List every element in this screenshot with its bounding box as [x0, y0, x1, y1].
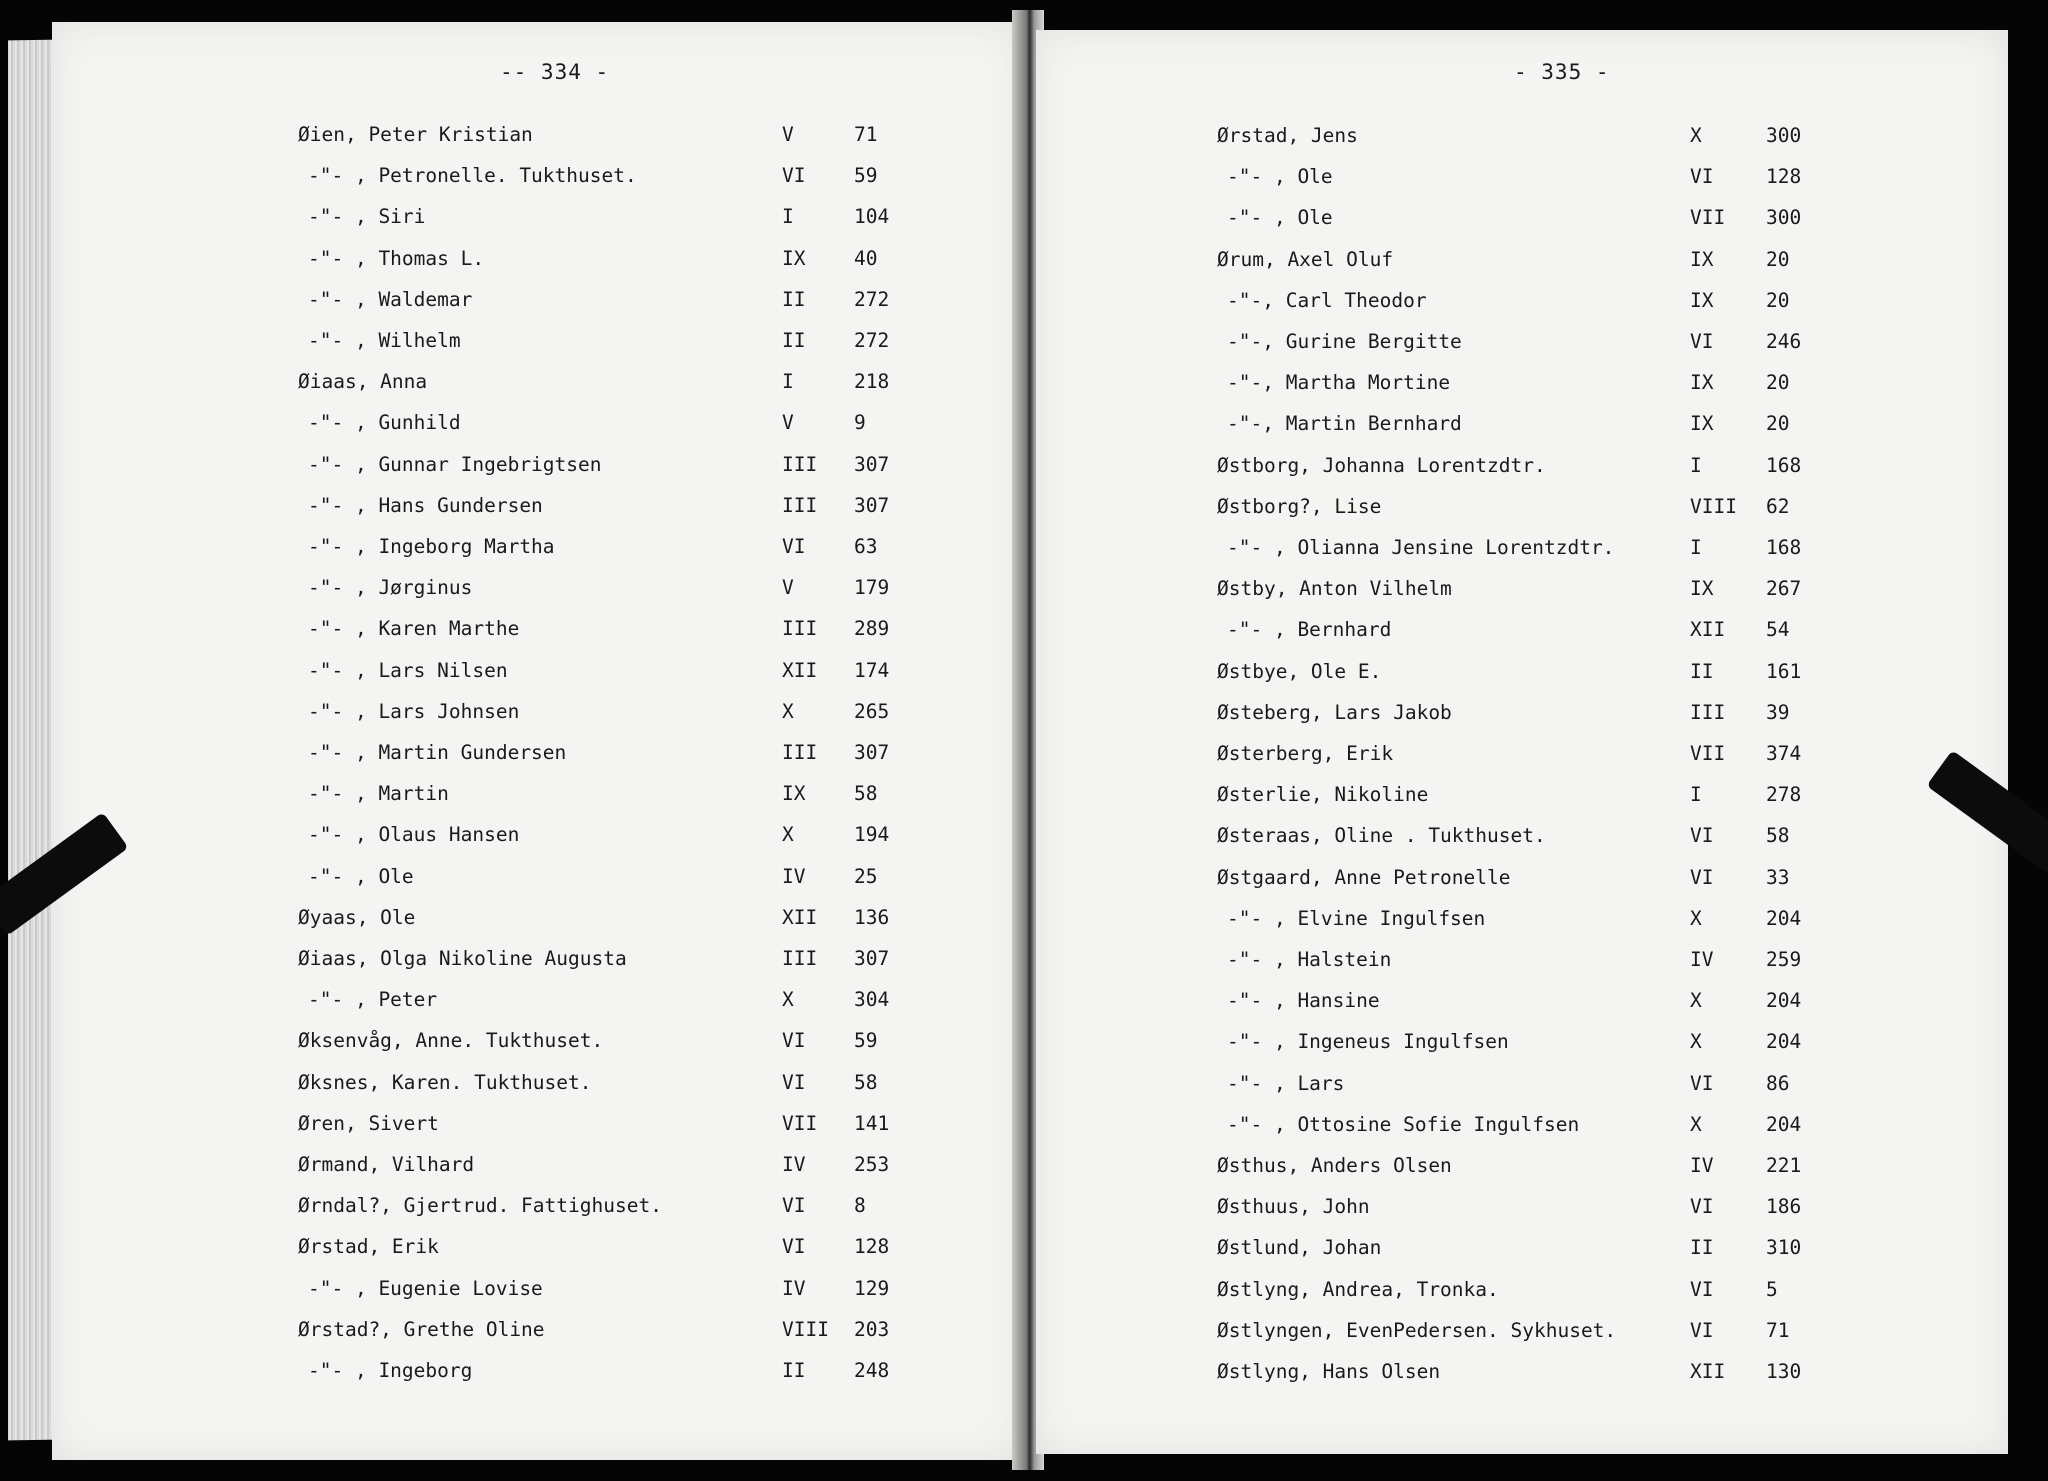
entry-name: Østhus, Anders Olsen	[1217, 1154, 1452, 1177]
entry-volume: X	[1690, 906, 1702, 930]
index-entry	[1036, 203, 2008, 233]
index-entry	[52, 161, 1020, 191]
entry-name: Østby, Anton Vilhelm	[1217, 577, 1452, 601]
entry-name: -"- , Ingeborg Martha	[308, 535, 555, 558]
entry-page: 20	[1766, 288, 1790, 312]
entry-page: 218	[854, 370, 890, 394]
entry-name: Ørum, Axel Oluf	[1217, 247, 1394, 271]
index-entry	[52, 614, 1020, 644]
entry-volume: V	[782, 576, 794, 600]
entry-volume: I	[1690, 453, 1702, 477]
entry-volume: IV	[1690, 1154, 1714, 1177]
entry-volume: IX	[1690, 412, 1714, 436]
entry-page: 186	[1766, 1195, 1802, 1219]
index-entry	[1036, 533, 2008, 563]
index-entry	[1036, 698, 2008, 728]
entry-volume: I	[1690, 536, 1702, 559]
entry-page: 25	[854, 864, 878, 888]
index-entry	[1036, 986, 2008, 1016]
entry-page: 307	[854, 452, 890, 476]
entry-volume: II	[782, 287, 806, 311]
index-entry	[52, 1150, 1020, 1180]
entry-name: -"- , Gunnar Ingebrigtsen	[308, 452, 602, 476]
entry-volume: X	[782, 988, 794, 1012]
entry-name: -"- , Waldemar	[308, 287, 473, 311]
entry-page: 204	[1766, 906, 1802, 930]
entry-volume: I	[782, 370, 794, 394]
entry-name: -"- , Martin Gundersen	[308, 741, 567, 764]
entry-page: 265	[854, 699, 890, 723]
right-page	[1036, 30, 2008, 1454]
entry-name: Østborg?, Lise	[1217, 494, 1382, 518]
entry-volume: VI	[1690, 1195, 1714, 1219]
index-entry	[1036, 945, 2008, 975]
entry-page: 20	[1766, 371, 1790, 395]
entry-volume: II	[1690, 1236, 1714, 1260]
entry-name: -"- , Ole	[1227, 165, 1333, 189]
index-entry	[52, 120, 1020, 150]
entry-volume: IX	[1690, 288, 1714, 312]
page-number-left: -- 334 -	[500, 60, 610, 84]
entry-page: 9	[854, 411, 866, 435]
index-entry	[1036, 904, 2008, 934]
entry-volume: III	[1690, 700, 1726, 724]
index-entry	[52, 450, 1020, 480]
entry-page: 289	[854, 617, 890, 641]
entry-name: Østlyngen, EvenPedersen. Sykhuset.	[1217, 1318, 1617, 1342]
entry-volume: XII	[1690, 618, 1726, 642]
entry-volume: III	[782, 452, 818, 476]
entry-page: 128	[854, 1235, 890, 1259]
entry-page: 246	[1766, 330, 1802, 353]
index-entry	[52, 408, 1020, 438]
entry-page: 259	[1766, 948, 1802, 971]
index-entry	[52, 367, 1020, 397]
entry-page: 128	[1766, 165, 1802, 189]
entry-page: 141	[854, 1111, 890, 1135]
index-entry	[1036, 1110, 2008, 1140]
index-entry	[1036, 286, 2008, 316]
entry-name: -"- , Gunhild	[308, 411, 461, 435]
entry-volume: IX	[782, 782, 806, 806]
index-entry	[1036, 492, 2008, 522]
entry-page: 136	[854, 905, 890, 929]
index-entry	[1036, 245, 2008, 275]
entry-volume: I	[782, 205, 794, 229]
index-entry	[1036, 327, 2008, 357]
index-entry	[52, 1232, 1020, 1262]
index-entry	[1036, 1357, 2008, 1387]
index-entry	[52, 656, 1020, 686]
entry-page: 278	[1766, 783, 1802, 807]
index-entry	[52, 285, 1020, 315]
entry-name: -"- , Ingeborg	[308, 1359, 473, 1382]
entry-volume: IV	[1690, 948, 1714, 971]
entry-page: 221	[1766, 1154, 1802, 1177]
entry-volume: XII	[782, 905, 818, 929]
entry-volume: VI	[1690, 330, 1714, 353]
index-entry	[52, 944, 1020, 974]
index-entry	[52, 202, 1020, 232]
entry-volume: VIII	[1690, 494, 1737, 518]
entry-volume: X	[1690, 1112, 1702, 1136]
entry-name: -"- , Ole	[1227, 206, 1333, 230]
entry-name: Øksenvåg, Anne. Tukthuset.	[298, 1029, 604, 1053]
entry-volume: XII	[1690, 1360, 1726, 1383]
entry-name: Østeraas, Oline . Tukthuset.	[1217, 824, 1546, 848]
entry-volume: IV	[782, 1153, 806, 1176]
index-entry	[1036, 739, 2008, 769]
entry-name: Østhuus, John	[1217, 1195, 1370, 1219]
entry-name: -"- , Lars	[1227, 1071, 1345, 1095]
entry-page: 130	[1766, 1360, 1802, 1383]
entry-page: 307	[854, 947, 890, 970]
entry-name: Ørstad?, Grethe Oline	[298, 1317, 545, 1341]
entry-volume: X	[782, 699, 794, 723]
entry-page: 168	[1766, 536, 1802, 559]
entry-page: 300	[1766, 206, 1802, 230]
index-entry	[52, 244, 1020, 274]
entry-page: 204	[1766, 1112, 1802, 1136]
index-entry	[52, 1274, 1020, 1304]
entry-volume: VI	[1690, 1071, 1714, 1095]
entry-page: 8	[854, 1194, 866, 1218]
page-number-right: - 335 -	[1514, 60, 1610, 84]
entry-name: Østborg, Johanna Lorentzdtr.	[1217, 453, 1546, 477]
entry-name: Østerberg, Erik	[1217, 742, 1394, 765]
index-entry	[1036, 657, 2008, 687]
entry-volume: IX	[1690, 247, 1714, 271]
entry-name: -"- , Martin	[308, 782, 449, 806]
index-entry	[1036, 1233, 2008, 1263]
entry-name: Østgaard, Anne Petronelle	[1217, 865, 1511, 889]
index-entry	[52, 1315, 1020, 1345]
index-entry	[52, 985, 1020, 1015]
entry-page: 129	[854, 1276, 890, 1300]
entry-volume: VII	[1690, 742, 1726, 765]
entry-volume: VI	[1690, 865, 1714, 889]
entry-volume: X	[1690, 989, 1702, 1013]
entry-page: 62	[1766, 494, 1790, 518]
index-entry	[1036, 121, 2008, 151]
entry-name: -"- , Jørginus	[308, 576, 473, 600]
entry-page: 310	[1766, 1236, 1802, 1260]
entry-volume: X	[1690, 124, 1702, 147]
entry-page: 248	[854, 1359, 890, 1382]
entry-name: Ørndal?, Gjertrud. Fattighuset.	[298, 1194, 662, 1218]
entry-page: 20	[1766, 412, 1790, 436]
entry-page: 58	[1766, 824, 1790, 848]
entry-volume: V	[782, 411, 794, 435]
entry-page: 71	[1766, 1318, 1790, 1342]
entry-name: -"- , Olaus Hansen	[308, 823, 520, 847]
page-edges	[8, 40, 58, 1441]
entry-page: 63	[854, 535, 878, 558]
entry-page: 179	[854, 576, 890, 600]
entry-page: 5	[1766, 1277, 1778, 1301]
entry-page: 40	[854, 246, 878, 270]
entry-page: 203	[854, 1317, 890, 1341]
entry-name: Øiaas, Olga Nikoline Augusta	[298, 947, 627, 970]
entry-volume: X	[1690, 1030, 1702, 1054]
entry-volume: XII	[782, 658, 818, 682]
entry-name: -"- , Ole	[308, 864, 414, 888]
entry-page: 300	[1766, 124, 1802, 147]
entry-volume: II	[782, 1359, 806, 1382]
entry-page: 307	[854, 493, 890, 517]
entry-page: 374	[1766, 742, 1802, 765]
entry-page: 58	[854, 1070, 878, 1094]
entry-name: -"- , Petronelle. Tukthuset.	[308, 164, 637, 188]
entry-name: Øien, Peter Kristian	[298, 123, 533, 146]
entry-name: -"- , Halstein	[1227, 948, 1392, 971]
entry-page: 54	[1766, 618, 1790, 642]
index-entry	[52, 1068, 1020, 1098]
entry-name: -"- , Karen Marthe	[308, 617, 520, 641]
entry-page: 204	[1766, 989, 1802, 1013]
entry-volume: VI	[782, 164, 806, 188]
index-entry	[1036, 1275, 2008, 1305]
entry-volume: VI	[782, 1070, 806, 1094]
index-entry	[1036, 821, 2008, 851]
entry-volume: II	[1690, 659, 1714, 683]
entry-volume: IV	[782, 864, 806, 888]
entry-name: Ørstad, Jens	[1217, 124, 1358, 147]
entry-volume: I	[1690, 783, 1702, 807]
entry-page: 307	[854, 741, 890, 764]
entry-page: 174	[854, 658, 890, 682]
index-entry	[52, 738, 1020, 768]
entry-volume: VI	[782, 535, 806, 558]
entry-volume: III	[782, 741, 818, 764]
entry-name: Øksnes, Karen. Tukthuset.	[298, 1070, 592, 1094]
entry-volume: IX	[782, 246, 806, 270]
entry-volume: IV	[782, 1276, 806, 1300]
entry-name: -"- , Eugenie Lovise	[308, 1276, 543, 1300]
index-entry	[1036, 615, 2008, 645]
entry-page: 168	[1766, 453, 1802, 477]
entry-page: 253	[854, 1153, 890, 1176]
entry-volume: II	[782, 329, 806, 352]
entry-name: Øyaas, Ole	[298, 905, 416, 929]
entry-name: -"- , Olianna Jensine Lorentzdtr.	[1227, 536, 1615, 559]
index-entry	[52, 820, 1020, 850]
index-entry	[1036, 780, 2008, 810]
entry-name: -"- , Hans Gundersen	[308, 493, 543, 517]
left-page	[52, 22, 1020, 1460]
entry-name: Ørmand, Vilhard	[298, 1153, 475, 1176]
entry-name: Østlund, Johan	[1217, 1236, 1382, 1260]
entry-name: -"- , Wilhelm	[308, 329, 461, 352]
entry-page: 59	[854, 1029, 878, 1053]
entry-name: Østlyng, Hans Olsen	[1217, 1360, 1441, 1383]
index-entry	[52, 1109, 1020, 1139]
entry-volume: V	[782, 123, 794, 146]
entry-page: 267	[1766, 577, 1802, 601]
index-entry	[1036, 1192, 2008, 1222]
entry-name: -"- , Elvine Ingulfsen	[1227, 906, 1486, 930]
entry-name: -"- , Lars Nilsen	[308, 658, 508, 682]
index-entry	[52, 532, 1020, 562]
index-entry	[1036, 1151, 2008, 1181]
entry-name: -"- , Peter	[308, 988, 438, 1012]
index-entry	[1036, 162, 2008, 192]
entry-name: Ørstad, Erik	[298, 1235, 439, 1259]
entry-page: 58	[854, 782, 878, 806]
entry-name: -"- , Siri	[308, 205, 426, 229]
entry-volume: VI	[1690, 1277, 1714, 1301]
entry-name: -"-, Martin Bernhard	[1227, 412, 1462, 436]
entry-page: 304	[854, 988, 890, 1012]
entry-name: -"- , Thomas L.	[308, 246, 485, 270]
entry-page: 71	[854, 123, 878, 146]
right-entry-list	[1036, 30, 2008, 1454]
entry-page: 20	[1766, 247, 1790, 271]
index-entry	[1036, 368, 2008, 398]
index-entry	[1036, 1316, 2008, 1346]
index-entry	[1036, 409, 2008, 439]
index-entry	[1036, 863, 2008, 893]
entry-volume: III	[782, 947, 818, 970]
entry-name: Øren, Sivert	[298, 1111, 439, 1135]
entry-volume: VI	[782, 1029, 806, 1053]
entry-volume: VII	[782, 1111, 818, 1135]
entry-volume: VI	[1690, 165, 1714, 189]
index-entry	[1036, 1027, 2008, 1057]
index-entry	[52, 573, 1020, 603]
index-entry	[1036, 574, 2008, 604]
index-entry	[1036, 1069, 2008, 1099]
index-entry	[52, 1191, 1020, 1221]
entry-name: -"- , Ottosine Sofie Ingulfsen	[1227, 1112, 1580, 1136]
entry-page: 272	[854, 287, 890, 311]
entry-volume: VI	[1690, 824, 1714, 848]
entry-page: 194	[854, 823, 890, 847]
index-entry	[52, 1026, 1020, 1056]
entry-page: 272	[854, 329, 890, 352]
index-entry	[52, 491, 1020, 521]
entry-volume: VII	[1690, 206, 1726, 230]
entry-volume: IX	[1690, 371, 1714, 395]
entry-volume: VI	[1690, 1318, 1714, 1342]
left-entry-list	[52, 22, 1020, 1460]
entry-page: 59	[854, 164, 878, 188]
entry-name: -"-, Carl Theodor	[1227, 288, 1427, 312]
entry-volume: VI	[782, 1194, 806, 1218]
entry-name: -"- , Lars Johnsen	[308, 699, 520, 723]
entry-name: -"- , Bernhard	[1227, 618, 1392, 642]
entry-page: 104	[854, 205, 890, 229]
entry-page: 204	[1766, 1030, 1802, 1054]
entry-volume: III	[782, 493, 818, 517]
entry-name: Østeberg, Lars Jakob	[1217, 700, 1452, 724]
index-entry	[1036, 451, 2008, 481]
entry-name: Øiaas, Anna	[298, 370, 428, 394]
index-entry	[52, 862, 1020, 892]
entry-page: 161	[1766, 659, 1802, 683]
entry-name: -"- , Hansine	[1227, 989, 1380, 1013]
entry-name: Østerlie, Nikoline	[1217, 783, 1429, 807]
entry-volume: X	[782, 823, 794, 847]
index-entry	[52, 1356, 1020, 1386]
index-entry	[52, 326, 1020, 356]
entry-volume: III	[782, 617, 818, 641]
entry-name: Østlyng, Andrea, Tronka.	[1217, 1277, 1499, 1301]
entry-volume: IX	[1690, 577, 1714, 601]
index-entry	[52, 779, 1020, 809]
entry-name: -"-, Martha Mortine	[1227, 371, 1451, 395]
entry-volume: VI	[782, 1235, 806, 1259]
index-entry	[52, 903, 1020, 933]
entry-name: -"-, Gurine Bergitte	[1227, 330, 1462, 353]
entry-page: 39	[1766, 700, 1790, 724]
entry-page: 33	[1766, 865, 1790, 889]
entry-page: 86	[1766, 1071, 1790, 1095]
entry-volume: VIII	[782, 1317, 829, 1341]
entry-name: -"- , Ingeneus Ingulfsen	[1227, 1030, 1509, 1054]
entry-name: Østbye, Ole E.	[1217, 659, 1382, 683]
index-entry	[52, 697, 1020, 727]
